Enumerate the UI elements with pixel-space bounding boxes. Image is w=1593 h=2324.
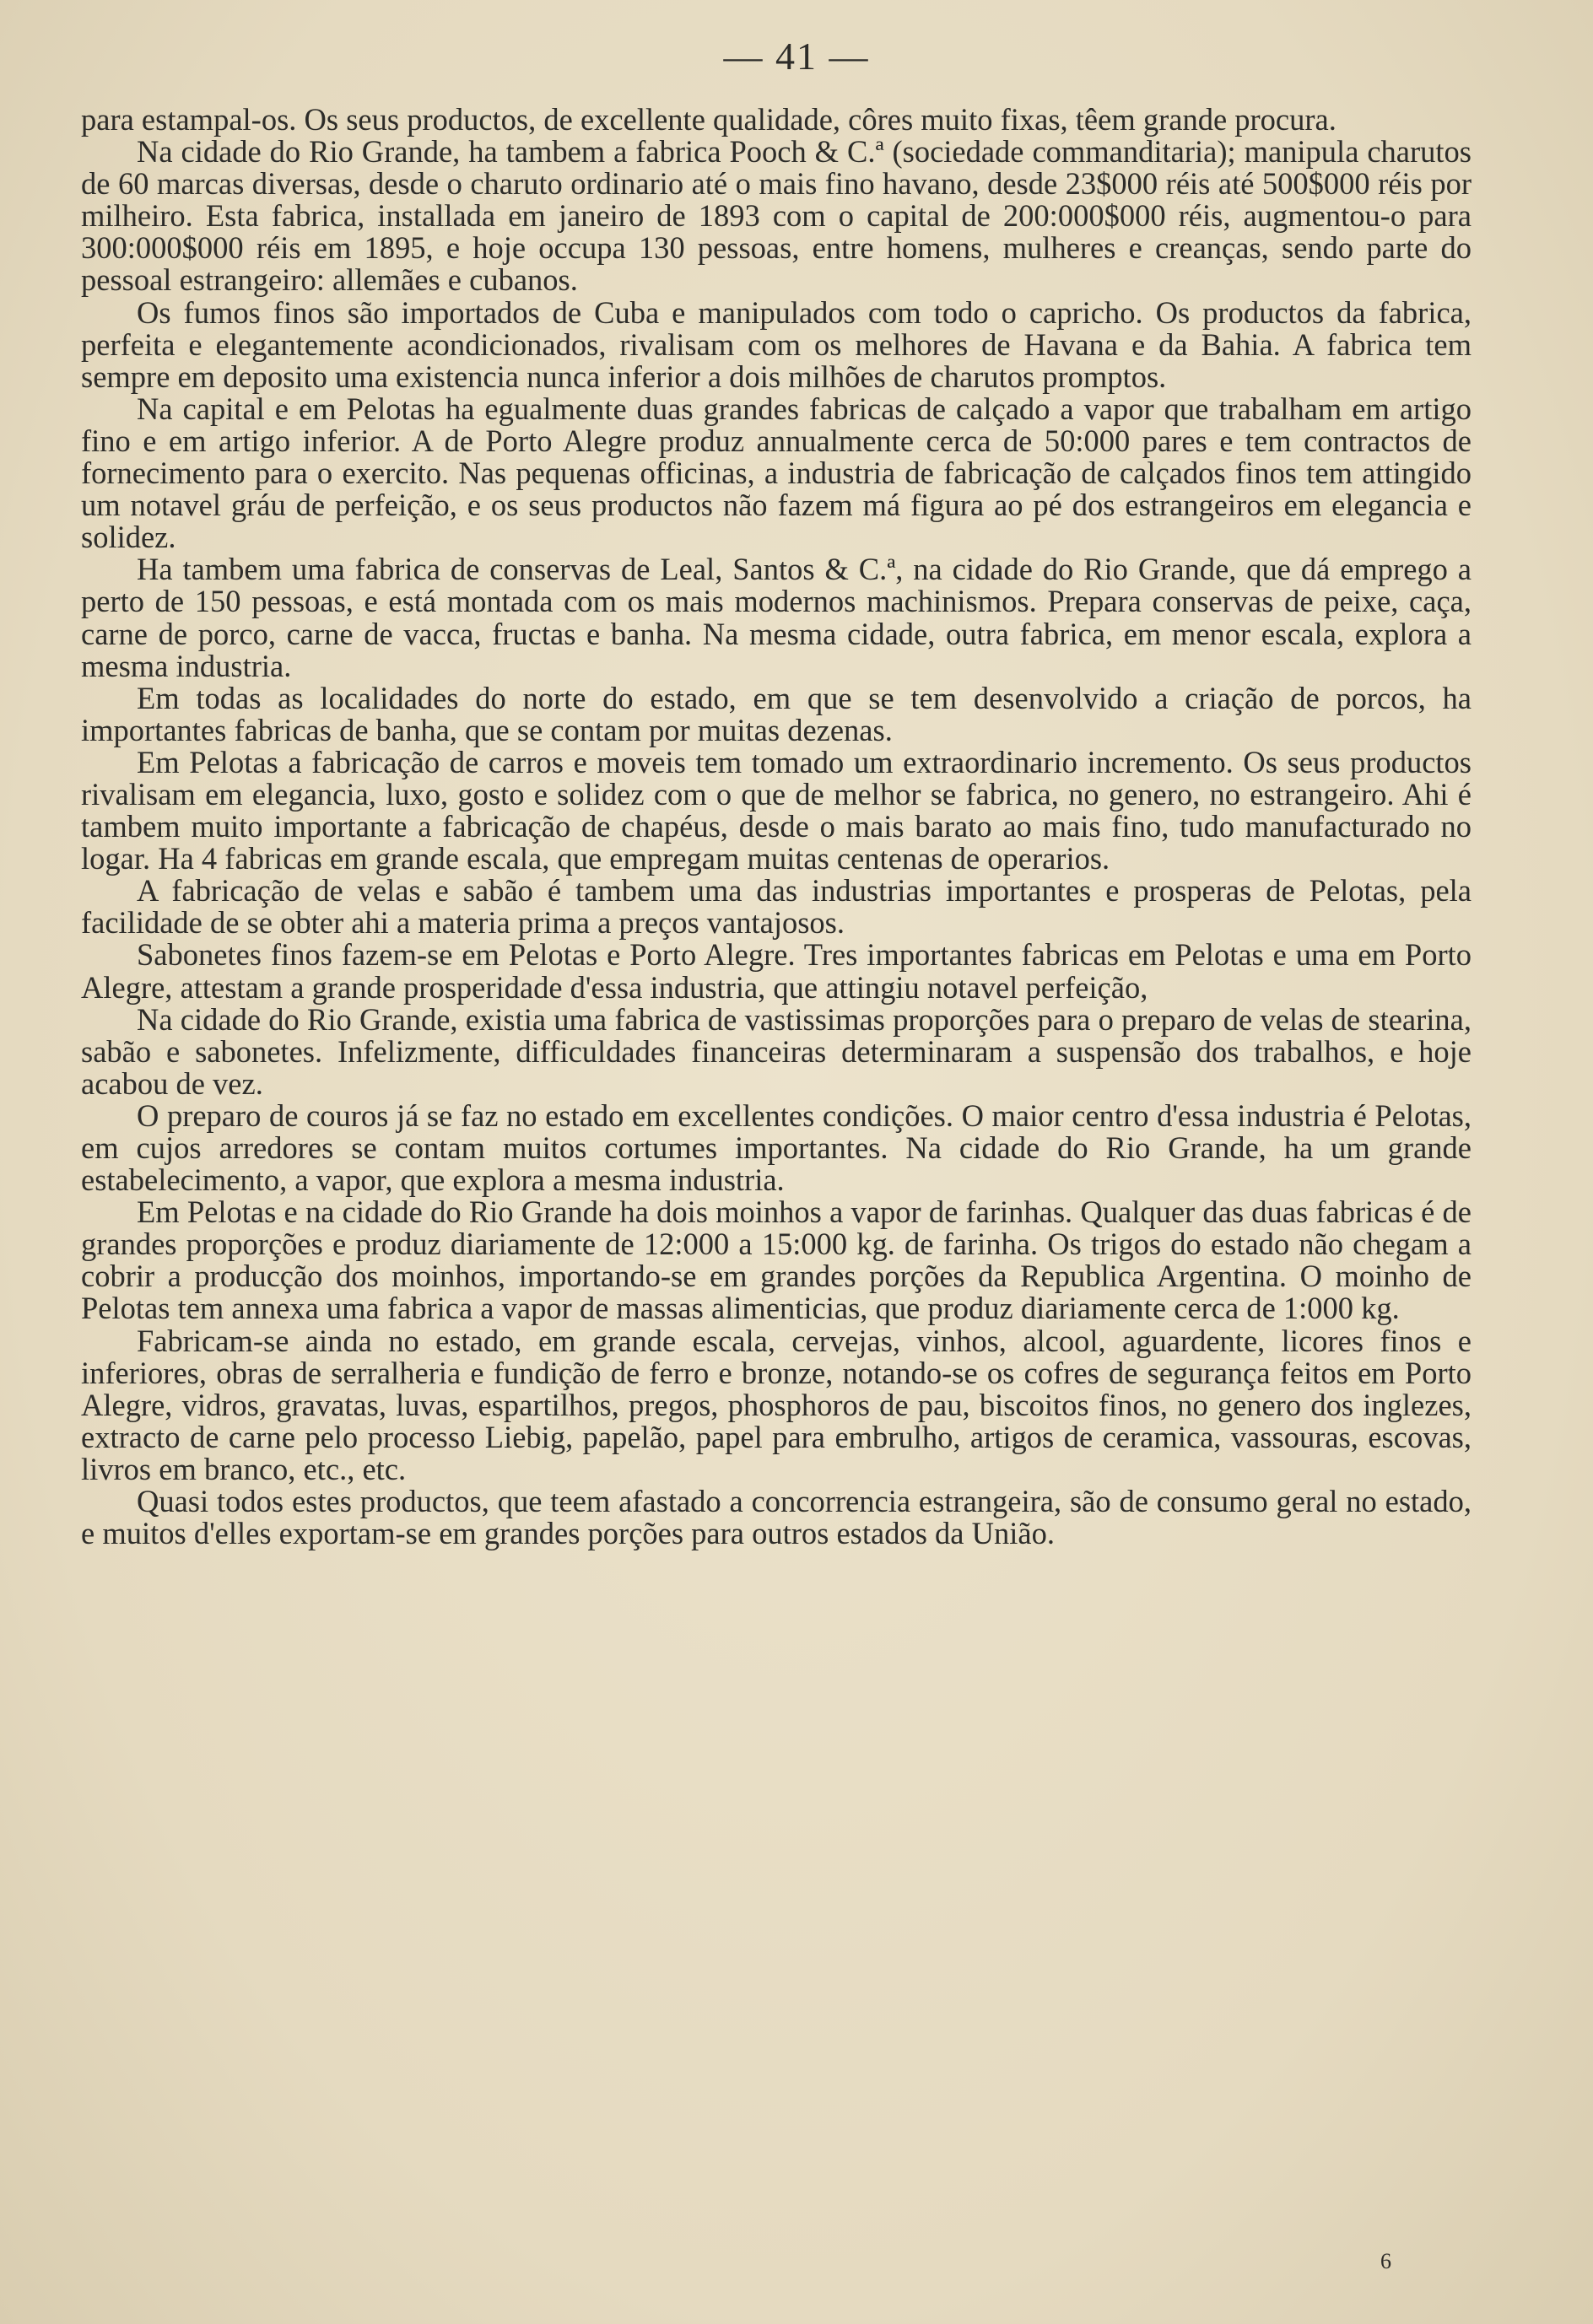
paragraph: Em Pelotas a fabricação de carros e moveis tem tomado um extraordinario incremento. Os seus productos rivalisam em elegancia, luxo, gosto e solidez com o que de melhor se fabrica, no genero, no estrangeiro. Ahi é tambem muito importante a fabricação de chapéus, desde o mais barato ao mais fino, tudo manufacturado no logar. Ha 4 fabricas em grande escala, que empregam muitas centenas de operarios. (81, 744, 1472, 876)
paragraph: para estampal-os. Os seus productos, de excellente qualidade, côres muito fixas, têem grande procura. (81, 102, 1336, 137)
paragraph: Fabricam-se ainda no estado, em grande escala, cervejas, vinhos, alcool, aguardente, licores finos e inferiores, obras de serralheria e fundição de ferro e bronze, notando-se os cofres de segurança feitos em Porto Alegre, vidros, gravatas, luvas, espartilhos, pregos, phosphoros de pau, biscoitos finos, no genero dos inglezes, extracto de carne pelo processo Liebig, papelão, papel para embrulho, artigos de ceramica, vassouras, escovas, livros em branco, etc., etc. (81, 1323, 1472, 1486)
paragraph: O preparo de couros já se faz no estado em excellentes condições. O maior centro d'essa industria é Pelotas, em cujos arredores se contam muitos cortumes importantes. Na cidade do Rio Grande, ha um grande estabelecimento, a vapor, que explora a mesma industria. (81, 1097, 1472, 1198)
paragraph: Na cidade do Rio Grande, existia uma fabrica de vastissimas proporções para o preparo de velas de stearina, sabão e sabonetes. Infelizmente, difficuldades financeiras determinaram a suspensão dos trabalhos, e hoje acabou de vez. (81, 1001, 1472, 1101)
paragraph: Os fumos finos são importados de Cuba e manipulados com todo o capricho. Os productos da fabrica, perfeita e elegantemente acondicionados, rivalisam com os melhores de Havana e da Bahia. A fabrica tem sempre em deposito uma existencia nunca inferior a dois milhões de charutos promptos. (81, 294, 1472, 394)
paragraph: Na cidade do Rio Grande, ha tambem a fabrica Pooch & C.ª (sociedade commanditaria); manipula charutos de 60 marcas diversas, desde o charuto ordinario até o mais fino havano, desde 23$000 réis até 500$000 réis por milheiro. Esta fabrica, installada em janeiro de 1893 com o capital de 200:000$000 réis, augmentou-o para 300:000$000 réis em 1895, e hoje occupa 130 pessoas, entre homens, mulheres e creanças, sendo parte do pessoal estrangeiro: allemães e cubanos. (81, 134, 1472, 298)
page-number: — 41 — (723, 35, 870, 78)
paragraph: A fabricação de velas e sabão é tambem uma das industrias importantes e prosperas de Pelotas, pela facilidade de se obter ahi a materia prima a preços vantajosos. (81, 873, 1472, 941)
paragraph: Na capital e em Pelotas ha egualmente duas grandes fabricas de calçado a vapor que trabalham em artigo fino e em artigo inferior. A de Porto Alegre produz annualmente cerca de 50:000 pares e tem contractos de fornecimento para o exercito. Nas pequenas officinas, a industria de fabricação de calçados finos tem attingido um notavel gráu de perfeição, e os seus productos não fazem má figura ao pé dos estrangeiros em elegancia e solidez. (81, 391, 1472, 555)
body-text (81, 104, 1472, 1550)
paragraph: Sabonetes finos fazem-se em Pelotas e Porto Alegre. Tres importantes fabricas em Pelotas e uma em Porto Alegre, attestam a grande prosperidade d'essa industria, que attingiu notavel perfeição, (81, 937, 1472, 1005)
paragraph: Quasi todos estes productos, que teem afastado a concorrencia estrangeira, são de consumo geral no estado, e muitos d'elles exportam-se em grandes porções para outros estados da União. (81, 1484, 1472, 1551)
paragraph: Ha tambem uma fabrica de conservas de Leal, Santos & C.ª, na cidade do Rio Grande, que dá emprego a perto de 150 pessoas, e está montada com os mais modernos machinismos. Prepara conservas de peixe, caça, carne de porco, carne de vacca, fructas e banha. Na mesma cidade, outra fabrica, em menor escala, explora a mesma industria. (81, 552, 1472, 683)
signature-mark: 6 (1380, 2249, 1391, 2273)
paragraph: Em todas as localidades do norte do estado, em que se tem desenvolvido a criação de porcos, ha importantes fabricas de banha, que se contam por muitas dezenas. (81, 680, 1472, 747)
paragraph: Em Pelotas e na cidade do Rio Grande ha dois moinhos a vapor de farinhas. Qualquer das duas fabricas é de grandes proporções e produz diariamente de 12:000 a 15:000 kg. de farinha. Os trigos do estado não chegam a cobrir a producção dos moinhos, importando-se em grandes porções da Republica Argentina. O moinho de Pelotas tem annexa uma fabrica a vapor de massas alimenticias, que produz diariamente cerca de 1:000 kg. (81, 1194, 1472, 1326)
